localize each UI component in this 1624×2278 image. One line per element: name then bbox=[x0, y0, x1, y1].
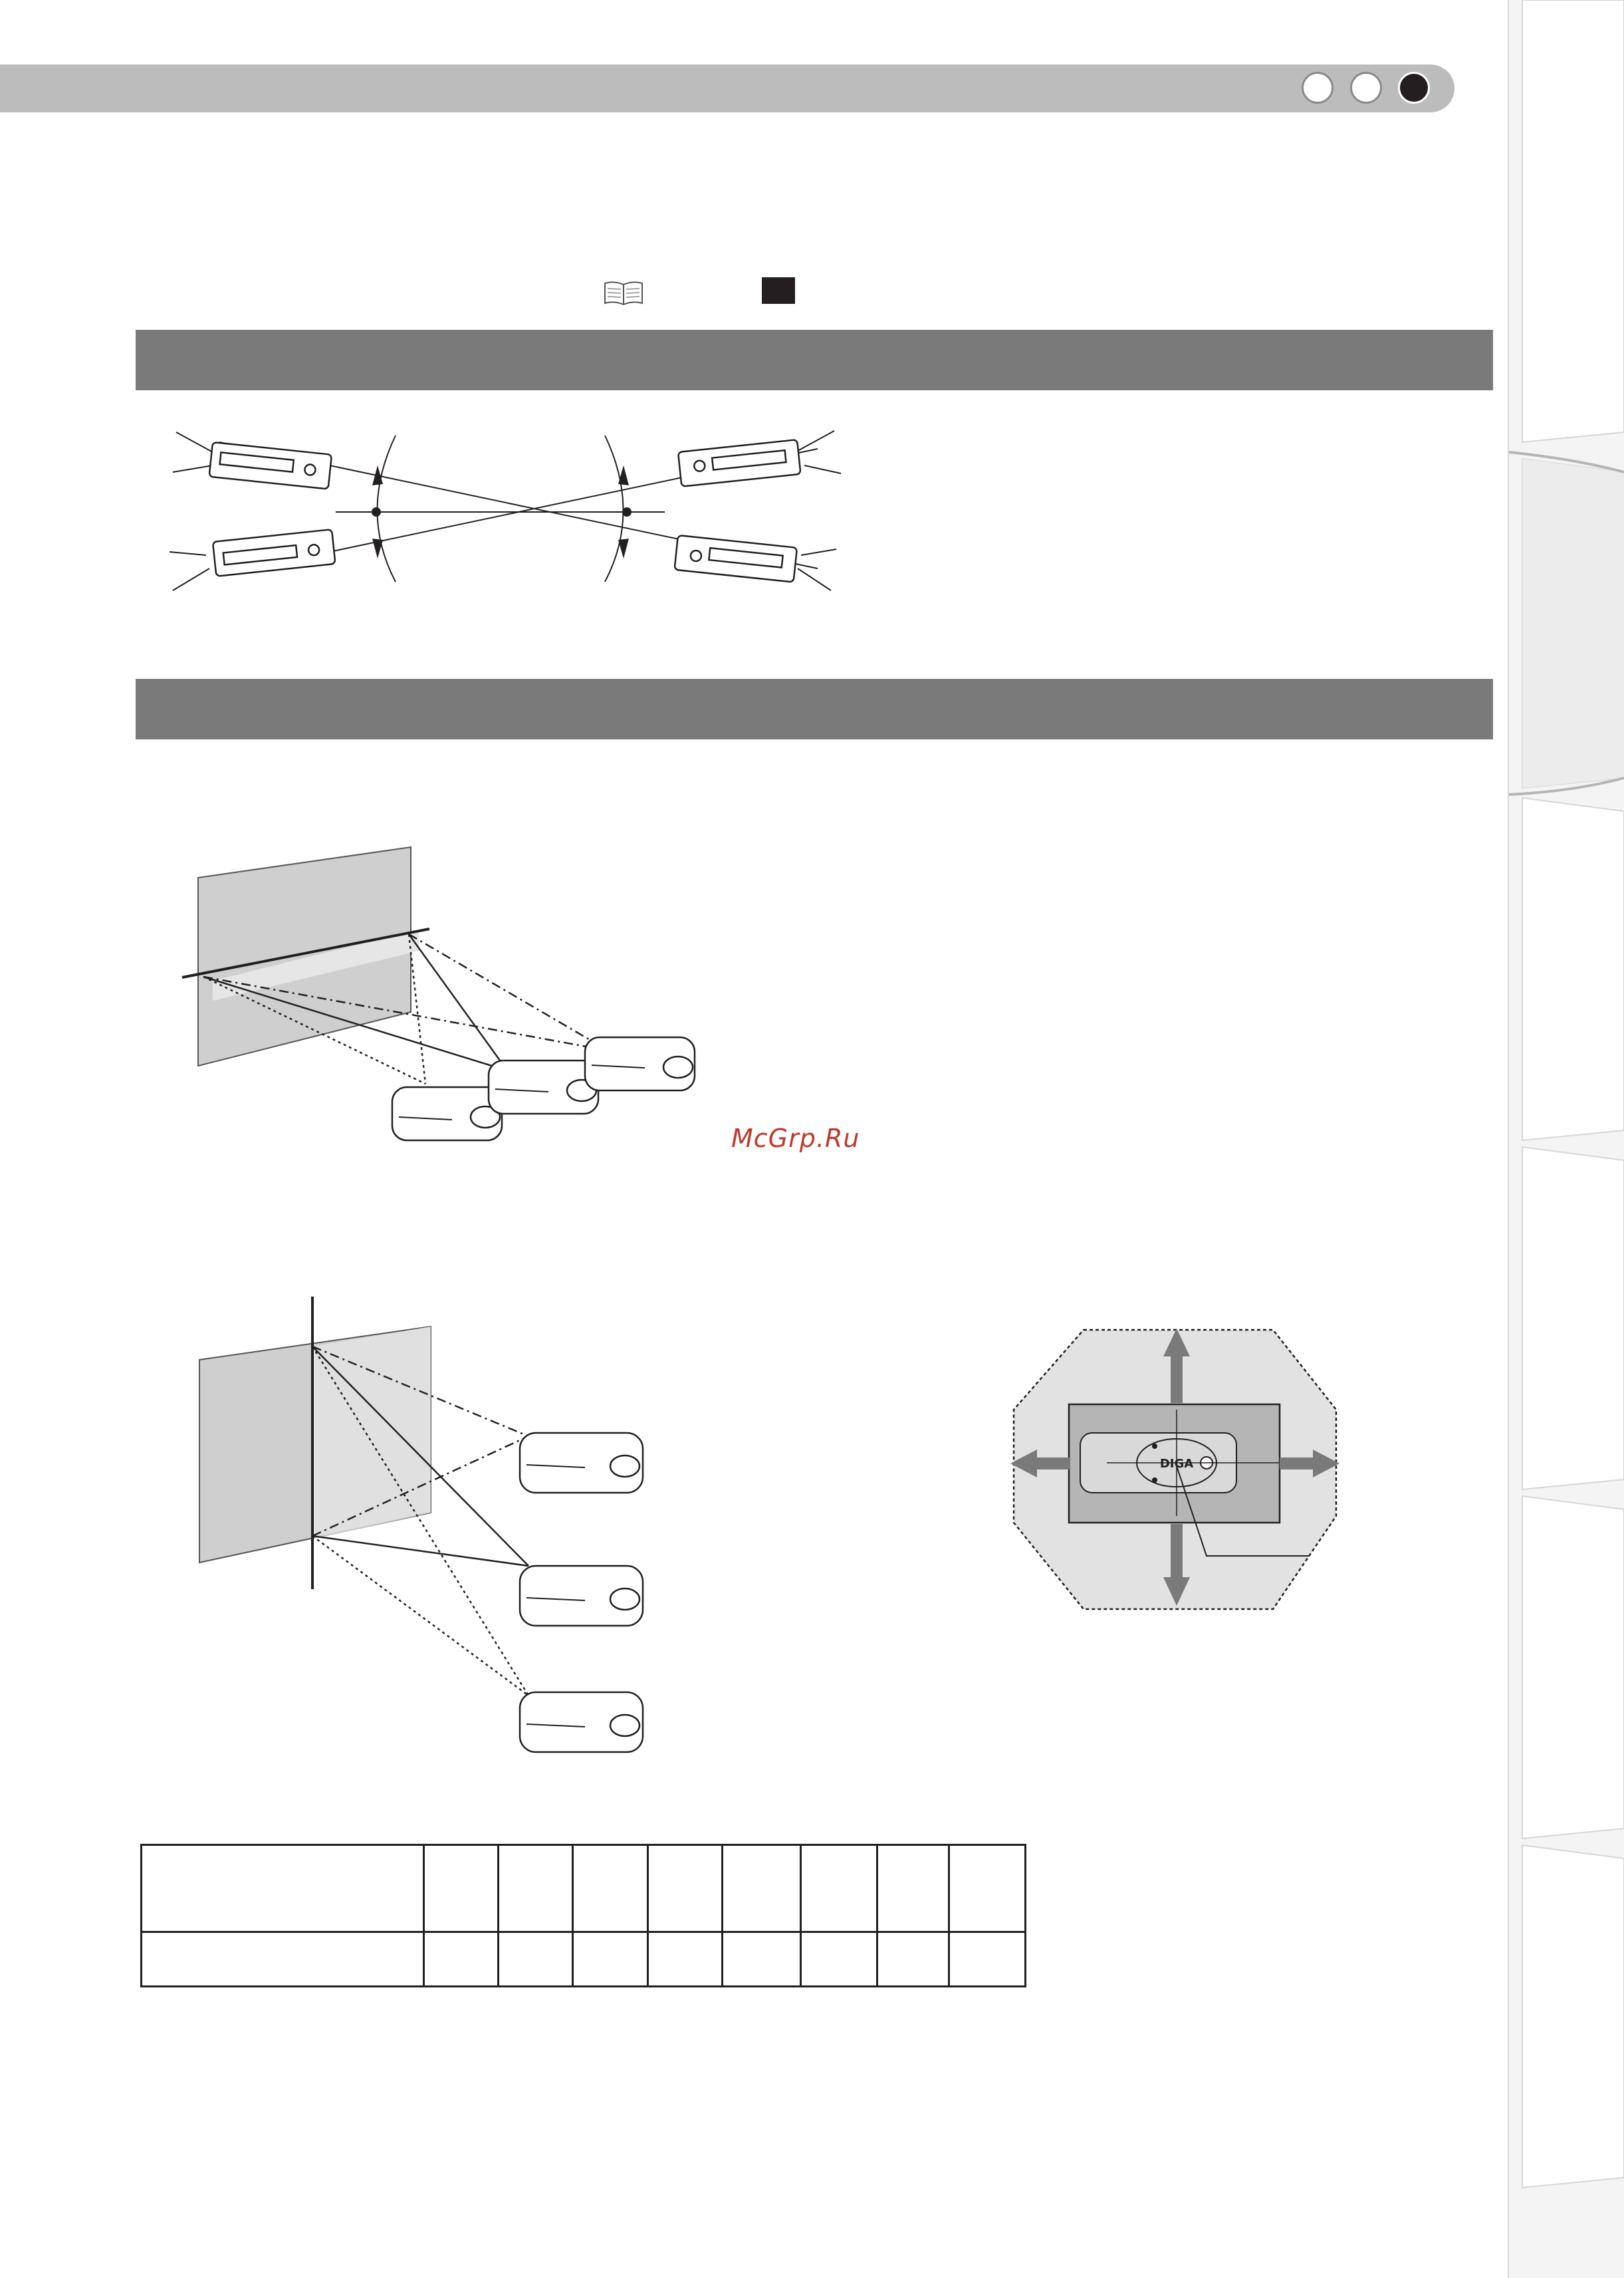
section-header-bar-installation bbox=[136, 330, 1493, 390]
chapter-tab-strip bbox=[1508, 0, 1624, 2278]
table-cell bbox=[801, 1932, 877, 1987]
lens-shift-range-octagon-diagram bbox=[1007, 1323, 1353, 1616]
vertical-lens-shift-diagram bbox=[179, 1293, 658, 1759]
table-cell bbox=[142, 1845, 424, 1932]
table-cell bbox=[142, 1932, 424, 1987]
header-bar bbox=[0, 64, 1454, 112]
table-cell bbox=[949, 1845, 1026, 1932]
horizontal-lens-shift-diagram bbox=[173, 838, 718, 1157]
projector-tilt-installation-angle-diagram bbox=[166, 419, 844, 598]
table-cell bbox=[723, 1845, 801, 1932]
table-cell bbox=[648, 1845, 723, 1932]
table-cell bbox=[499, 1845, 573, 1932]
table-cell bbox=[877, 1932, 949, 1987]
step-circle-3-active bbox=[1398, 72, 1430, 104]
section-header-bar-lens-shift bbox=[136, 679, 1493, 739]
table-row bbox=[142, 1932, 1026, 1987]
watermark-text: McGrp.Ru bbox=[731, 1124, 860, 1153]
chapter-tab-6[interactable] bbox=[1522, 1845, 1624, 2188]
table-cell bbox=[723, 1932, 801, 1987]
table-cell bbox=[801, 1845, 877, 1932]
table-cell bbox=[573, 1932, 648, 1987]
chapter-tab-1[interactable] bbox=[1522, 0, 1624, 442]
table-cell bbox=[424, 1845, 499, 1932]
table-cell bbox=[499, 1932, 573, 1987]
projector-brand-text: DIGA bbox=[1159, 1457, 1194, 1471]
table-cell bbox=[648, 1932, 723, 1987]
black-square-icon bbox=[762, 277, 795, 304]
step-circle-1 bbox=[1302, 72, 1334, 104]
table-cell bbox=[573, 1845, 648, 1932]
lens-shift-spec-table bbox=[140, 1844, 1026, 1987]
table-cell bbox=[949, 1932, 1026, 1987]
chapter-tab-3[interactable] bbox=[1522, 798, 1624, 1140]
table-header-row bbox=[142, 1845, 1026, 1932]
table-cell bbox=[877, 1845, 949, 1932]
chapter-tab-5[interactable] bbox=[1522, 1496, 1624, 1838]
open-book-icon bbox=[602, 279, 645, 306]
step-circle-2 bbox=[1350, 72, 1382, 104]
chapter-tab-4[interactable] bbox=[1522, 1147, 1624, 1489]
table-cell bbox=[424, 1932, 499, 1987]
